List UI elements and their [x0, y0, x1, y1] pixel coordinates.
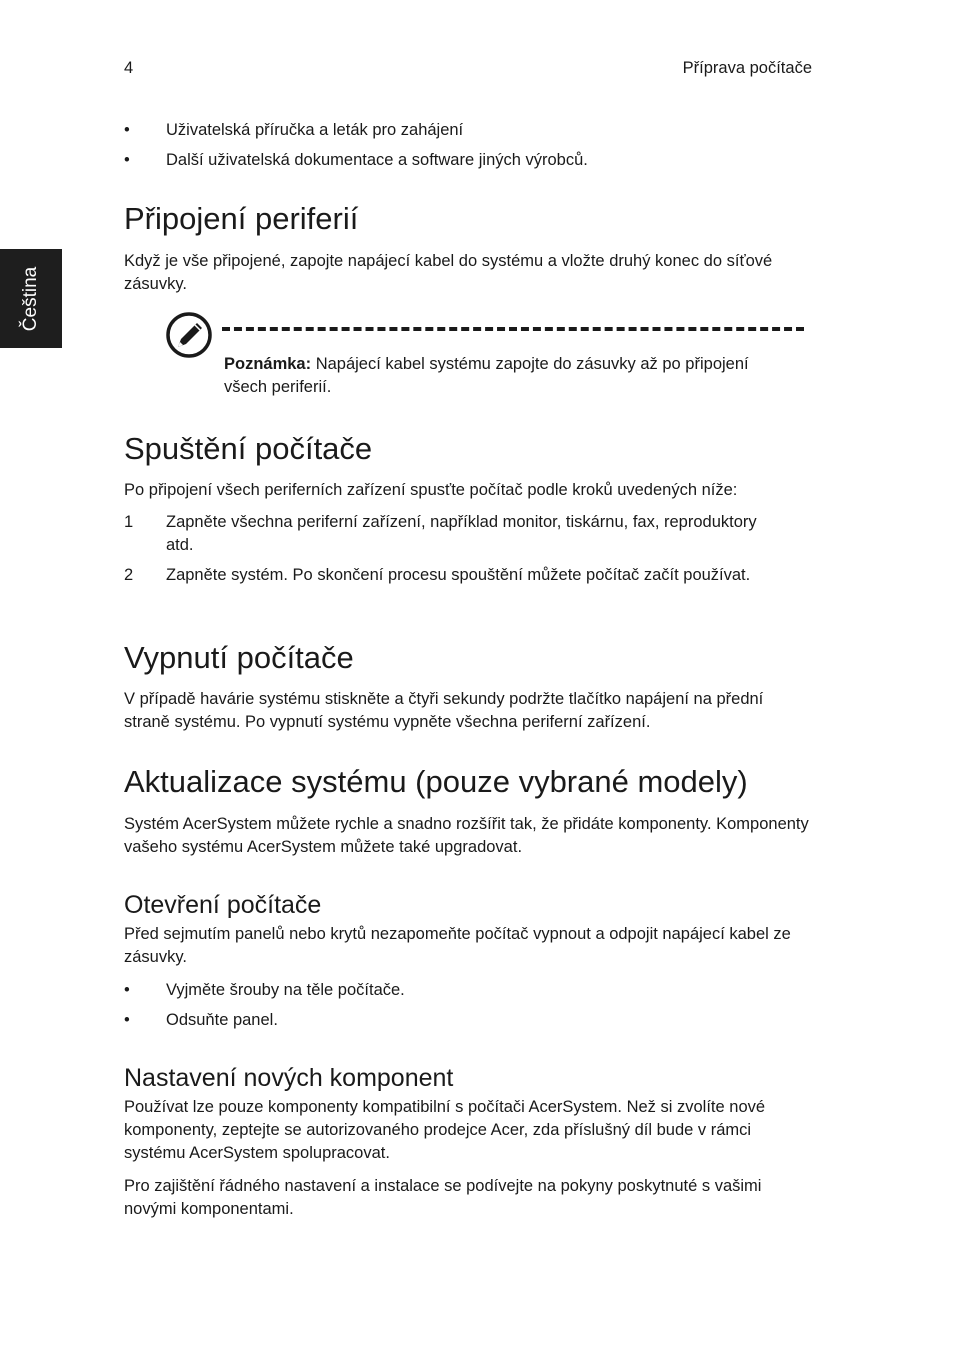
- subsection-title-new-components: Nastavení nových komponent: [124, 1064, 454, 1092]
- note-text: [224, 353, 784, 399]
- section-title-peripherals: Připojení periferií: [124, 201, 359, 236]
- list-item-text: Uživatelská příručka a leták pro zahájení: [166, 121, 464, 139]
- paragraph-shutdown: V případě havárie systému stiskněte a čtyři sekundy podržte tlačítko napájení na přední straně systému. Po vypnutí systému vypněte všechna periferní zařízení.: [124, 690, 764, 731]
- step-number: 1: [124, 513, 134, 531]
- running-title: Příprava počítače: [682, 59, 812, 77]
- note-body: Napájecí kabel systému zapojte do zásuvky až po připojení všech periferií.: [224, 355, 749, 396]
- paragraph-peripherals: Když je vše připojené, zapojte napájecí kabel do systému a vložte druhý konec do síťové zásuvky.: [124, 252, 773, 293]
- paragraph-new-components-2: Pro zajištění řádného nastavení a instalace se podívejte na pokyny poskytnuté s vašimi novými komponentami.: [124, 1177, 762, 1218]
- bullet-marker: •: [124, 151, 130, 169]
- paragraph-new-components-1: Používat lze pouze komponenty kompatibilní s počítači AcerSystem. Než si zvolíte nové komponenty, zeptejte se autorizovaného prodejce Acer, zda příslušný díl bude v rámci systému AcerSystem spolupracovat.: [124, 1098, 766, 1162]
- note-divider: [222, 327, 804, 331]
- language-tab-label: Čeština: [20, 266, 41, 331]
- section-title-upgrade: Aktualizace systému (pouze vybrané modely): [124, 764, 748, 799]
- section-title-shutdown: Vypnutí počítače: [124, 640, 354, 675]
- list-item-text: Vyjměte šrouby na těle počítače.: [166, 981, 405, 999]
- page-number: 4: [124, 59, 134, 77]
- bullet-marker: •: [124, 121, 130, 139]
- step-text: Zapněte systém. Po skončení procesu spouštění můžete počítač začít používat.: [166, 566, 751, 584]
- step-number: 2: [124, 566, 134, 584]
- paragraph-opening: Před sejmutím panelů nebo krytů nezapomeňte počítač vypnout a odpojit napájecí kabel ze zásuvky.: [124, 925, 791, 966]
- list-item-text: Další uživatelská dokumentace a software jiných výrobců.: [166, 151, 588, 169]
- list-item: [124, 1009, 130, 1032]
- paragraph-startup: Po připojení všech periferních zařízení spusťte počítač podle kroků uvedených níže:: [124, 481, 738, 499]
- language-tab: [0, 249, 62, 348]
- step-text: Zapněte všechna periferní zařízení, například monitor, tiskárnu, fax, reproduktory atd.: [166, 513, 757, 554]
- list-item: [124, 979, 130, 1002]
- paragraph-upgrade: Systém AcerSystem můžete rychle a snadno rozšířit tak, že přidáte komponenty. Komponenty vašeho systému AcerSystem můžete také upgradovat.: [124, 815, 809, 856]
- subsection-title-opening: Otevření počítače: [124, 891, 322, 919]
- note-label: Poznámka:: [224, 355, 312, 373]
- list-item: [124, 149, 130, 172]
- bullet-marker: •: [124, 1011, 130, 1029]
- section-title-startup: Spuštění počítače: [124, 431, 373, 466]
- bullet-marker: •: [124, 981, 130, 999]
- list-item: [124, 119, 130, 142]
- note-pen-icon: [165, 311, 213, 359]
- list-item-text: Odsuňte panel.: [166, 1011, 278, 1029]
